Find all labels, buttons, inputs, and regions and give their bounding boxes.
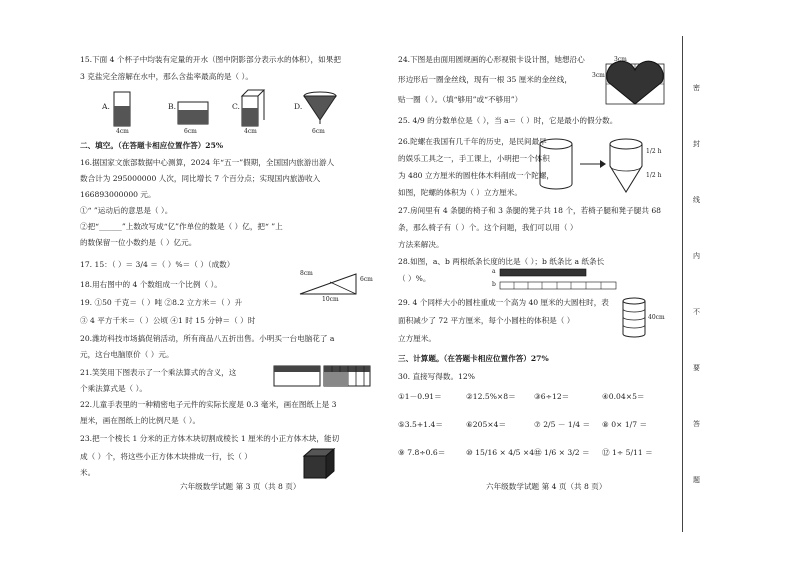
strip-b-label: b	[492, 281, 496, 288]
calc-11: ⑪ 1/6 × 3/2 ＝	[534, 448, 590, 457]
cup-a-letter: A.	[102, 102, 110, 111]
q19-row2: ③ 4 平方千米＝（ ）公顷 ④1 时 15 分钟＝（ ）时	[80, 316, 256, 325]
right-footer: 六年级数学试题 第 4 页（共 8 页）	[486, 482, 607, 491]
seal-char-6: 要	[693, 364, 700, 372]
cup-a-dim: 4cm	[116, 128, 129, 135]
cup-c-top	[242, 90, 264, 96]
stacked-cylinders-figure	[620, 296, 668, 340]
calc-9: ⑨ 7.8÷0.6＝	[398, 448, 446, 457]
cup-c-dim: 4cm	[244, 128, 257, 135]
q16-line3: 166893000000 元。	[80, 190, 156, 199]
cube-figure	[300, 446, 340, 480]
q28-line2: （ ）%。	[398, 274, 431, 283]
fraction-grid-figure	[272, 364, 372, 398]
cup-b-water	[178, 110, 208, 124]
q27-line3: 方法来解决。	[398, 240, 444, 249]
calc-1: ①1－0.91＝	[398, 392, 442, 401]
q23-line3: 米。	[80, 468, 96, 477]
cup-b-dim: 6cm	[184, 128, 197, 135]
q21-line1: 21.笑笑用下图表示了一个乘法算式的含义，这	[80, 368, 237, 377]
q30-title: 30. 直接写得数。12%	[398, 372, 475, 381]
q29-line1: 29. 4 个同样大小的圆柱重成一个高为 40 厘米的大圆柱时，表	[398, 298, 609, 307]
calc-10: ⑩ 15/16 × 4/5 ×4＝	[466, 448, 542, 457]
cube-drawing	[300, 446, 340, 480]
calc-5: ⑤3.5+1.4＝	[398, 420, 443, 429]
q15-line2: 3 克盐完全溶解在水中，那么含盐率最高的是（ ）。	[80, 72, 253, 81]
q21-line2: 个乘法算式是（ ）。	[80, 384, 147, 393]
seal-char-8: 题	[693, 476, 700, 484]
q20-line1: 20.潍坊科技市场搞促销活动，所有商品八五折出售。小明买一台电脑花了 a	[80, 334, 335, 343]
calc-2: ②12.5%×8＝	[466, 392, 516, 401]
strip-a-label: a	[492, 268, 496, 275]
triangle-label-6: 6cm	[360, 276, 373, 283]
heart-drawing	[592, 56, 668, 108]
spinning-top-figure	[536, 134, 668, 200]
q16-part1: ①“ ”运动后的意思是（ ）。	[80, 206, 173, 215]
q18: 18.用右图中的 4 个数组成一个比例（ ）。	[80, 280, 222, 289]
q17: 17. 15：（ ）＝ 3/4 ＝（ ）%＝（ ）（成数）	[80, 260, 235, 269]
left-footer: 六年级数学试题 第 3 页（共 8 页）	[180, 482, 301, 491]
cup-c-letter: C.	[232, 102, 240, 111]
q20-line2: 元，这台电脑原价（ ）元。	[80, 350, 174, 359]
cup-d-dim: 6cm	[312, 128, 325, 135]
calc-8: ⑧ 0× 1/7 ＝	[602, 420, 648, 429]
heart-figure	[592, 56, 668, 108]
q16-line2: 数合计为 295000000 人次，同比增长 7 个百分点；实现国内旅游收入	[80, 174, 321, 183]
triangle-figure	[296, 268, 372, 308]
cups-drawing	[102, 88, 372, 138]
heart-side-label: 3cm	[592, 72, 605, 79]
q19-row1: 19. ①50 千克＝（ ）吨 ②8.2 立方米＝（ ）升	[80, 298, 243, 307]
cups-figure	[102, 88, 372, 138]
strips-figure	[490, 266, 620, 294]
seal-line-sidebar	[682, 36, 717, 532]
q16-part2: ②把“______”上数改写成“亿”作单位的数是（ ）亿，把“ ”上	[80, 222, 283, 231]
section-3-title: 三、计算题。（在答题卡相应位置作答）27%	[398, 354, 549, 363]
seal-char-7: 答	[693, 420, 700, 428]
seal-char-4: 内	[693, 252, 700, 260]
seal-char-1: 密	[693, 84, 700, 92]
calc-7: ⑦ 2/5 － 1/4 ＝	[534, 420, 591, 429]
q26-line4: 如图，陀螺的体积为（ ）立方厘米。	[398, 188, 522, 197]
q25: 25. 4/9 的分数单位是（ ），当 a＝（ ）时，它是最小的假分数。	[398, 116, 618, 125]
cup-a-water	[114, 106, 130, 126]
spin-label-top: 1/2 h	[646, 148, 662, 155]
cup-d-cone	[304, 96, 336, 120]
q28-line1: 28.如图，a、b 两根纸条长度的比是（ ）；b 纸条比 a 纸条长	[398, 257, 605, 266]
section-2-title: 二、填空。（在答题卡相应位置作答）25%	[80, 141, 224, 150]
q26-line1: 26.陀螺在我国有几千年的历史，是民间最早	[398, 137, 547, 146]
left-page	[80, 0, 396, 561]
q23-line2: 成（ ）个，将这些小正方体木块排成一行，长（ ）	[80, 452, 252, 461]
q16-line1: 16.据国家文旅部数据中心测算，2024 年“五一”假期，全国国内旅游出游人	[80, 158, 335, 167]
calc-4: ④0.04×5＝	[602, 392, 645, 401]
q24-line2: 形边形后一圈金丝线，现有一根 35 厘米的金丝线，	[398, 75, 572, 84]
stack-height-label: 40cm	[648, 314, 665, 321]
cup-b-letter: B.	[168, 102, 176, 111]
calc-3: ③6÷12＝	[534, 392, 570, 401]
heart-top-label: 3cm	[614, 56, 627, 63]
q29-line3: 立方厘米。	[398, 334, 436, 343]
spinning-top-drawing	[536, 134, 668, 200]
q15-line1: 15.下面 4 个杯子中均装有定量的开水（图中阴影部分表示水的体积），如果把	[80, 55, 341, 64]
q27-line1: 27.房间里有 4 条腿的椅子和 3 条腿的凳子共 18 个，若椅子腿和凳子腿共 68	[398, 206, 661, 215]
q16-part2b: 的数保留一位小数约是（ ）亿元。	[80, 238, 197, 247]
right-page	[398, 0, 668, 561]
seal-char-2: 封	[693, 140, 700, 148]
q23-line1: 23.把一个棱长 1 分米的正方体木块切割成棱长 1 厘米的小正方体木块，能切	[80, 434, 340, 443]
q26-line2: 的娱乐工具之一，手工课上，小明把一个体积	[398, 154, 550, 163]
q24-line1: 24.下图是由面用圆规画的心形视银卡设计图，她想沿心	[398, 55, 585, 64]
seal-char-3: 线	[693, 196, 700, 204]
calc-12: ⑫ 1÷ 5/11 ＝	[602, 448, 653, 457]
q24-line3: 贴一圈（ ）。（填“够用”或“不够用”）	[398, 95, 523, 104]
cup-c-water	[242, 108, 258, 126]
q29-line2: 面积减少了 72 平方厘米，每个小圆柱的体积是（ ）	[398, 316, 575, 325]
fraction-grid-drawing	[272, 364, 372, 398]
spin-label-bottom: 1/2 h	[646, 172, 662, 179]
triangle-label-8: 8cm	[300, 270, 313, 277]
q22-line2: 厘米，画在图纸上的比例尺是（ ）。	[80, 416, 201, 425]
q22-line1: 22.儿童手表里的一种精密电子元件的实际长度是 0.3 毫米，画在图纸上是 3	[80, 400, 337, 409]
cup-d-letter: D.	[294, 102, 303, 111]
q27-line2: 条，那么椅子有（ ）个。这个问题，我们可以用（ ）	[398, 223, 578, 232]
calc-6: ⑥205×4＝	[466, 420, 507, 429]
seal-char-5: 不	[693, 308, 700, 316]
strips-drawing	[490, 266, 620, 294]
q26-line3: 为 480 立方厘米的圆柱体木料削成一个陀螺，	[398, 171, 555, 180]
triangle-label-10: 10cm	[322, 296, 339, 303]
